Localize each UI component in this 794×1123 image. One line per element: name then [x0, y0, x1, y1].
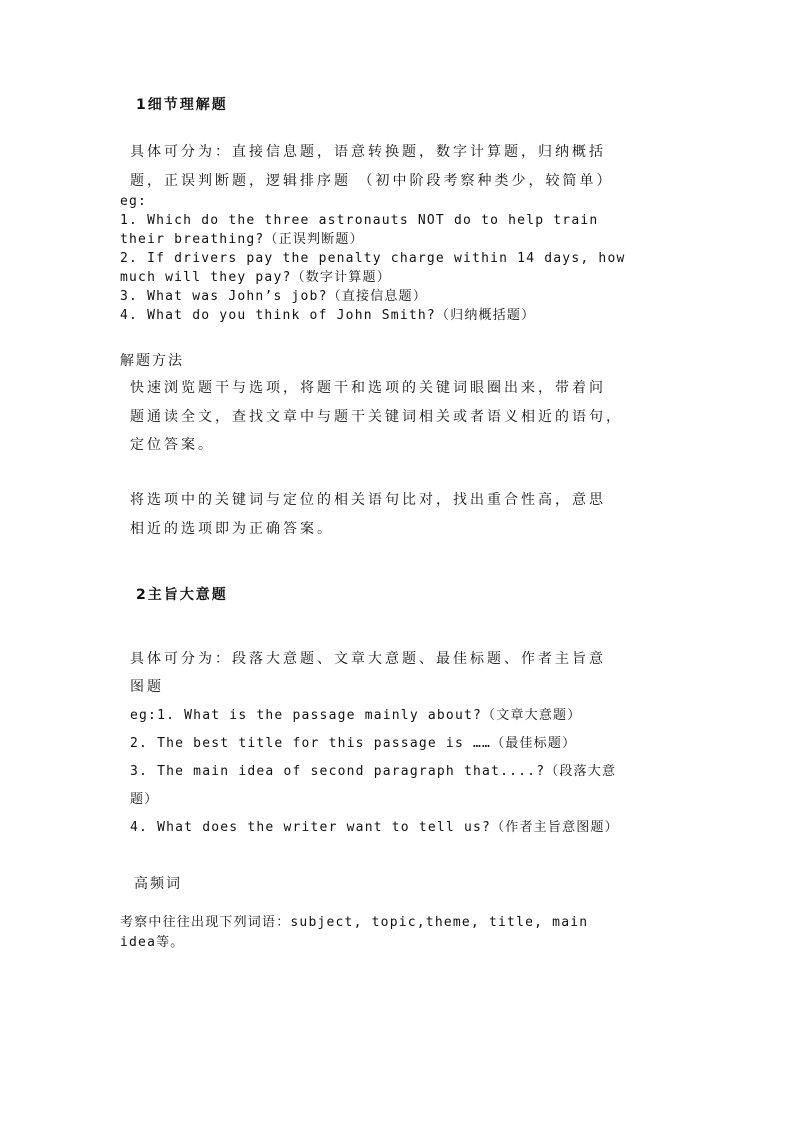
section1-example-line: 2. If drivers pay the penalty charge within 14 days, how — [120, 251, 626, 266]
section2-example-line: 2. The best title for this passage is ……（最佳标题） — [130, 736, 577, 751]
method-para1-line: 题通读全文，查找文章中与题干关键词相关或者语义相近的语句， — [130, 409, 623, 425]
section2-heading: 2主旨大意题 — [136, 587, 228, 603]
method-para2-line: 将选项中的关键词与定位的相关语句比对，找出重合性高，意思 — [130, 492, 606, 508]
section1-example-line: 3. What was John’s job?（直接信息题） — [120, 289, 428, 304]
section1-eg-label: eg: — [120, 194, 148, 209]
section2-intro-line2: 图题 — [130, 679, 164, 695]
section1-example-line: much will they pay?（数字计算题） — [120, 270, 391, 285]
section1-heading: 1细节理解题 — [136, 97, 228, 113]
section1-intro-line1: 具体可分为：直接信息题，语意转换题，数字计算题，归纳概括 — [130, 144, 606, 160]
freq-line: idea等。 — [120, 935, 185, 950]
section2-example-line: 4. What does the writer want to tell us?（作者主旨意图题） — [130, 820, 619, 835]
method-heading: 解题方法 — [120, 353, 184, 369]
section1-example-line: 4. What do you think of John Smith?（归纳概括题） — [120, 308, 536, 323]
freq-heading: 高频词 — [134, 876, 182, 892]
section2-example-line: 3. The main idea of second paragraph that....?（段落大意 — [130, 764, 617, 779]
method-para1-line: 快速浏览题干与选项，将题干和选项的关键词眼圈出来，带着问 — [130, 380, 606, 396]
section2-example-line: eg:1. What is the passage mainly about?（文章大意题） — [130, 708, 582, 723]
section1-intro-line2: 题，正误判断题，逻辑排序题 （初中阶段考察种类少，较简单） — [130, 173, 614, 189]
section1-example-line: their breathing?（正误判断题） — [120, 232, 364, 247]
method-para2-line: 相近的选项即为正确答案。 — [130, 521, 334, 537]
method-para1-line: 定位答案。 — [130, 437, 215, 453]
section2-example-line: 题） — [130, 792, 159, 807]
section2-intro-line1: 具体可分为：段落大意题、文章大意题、最佳标题、作者主旨意 — [130, 651, 606, 667]
section1-example-line: 1. Which do the three astronauts NOT do to help train — [120, 213, 599, 228]
freq-line: 考察中往往出现下列词语：subject, topic,theme, title, main — [120, 915, 589, 930]
